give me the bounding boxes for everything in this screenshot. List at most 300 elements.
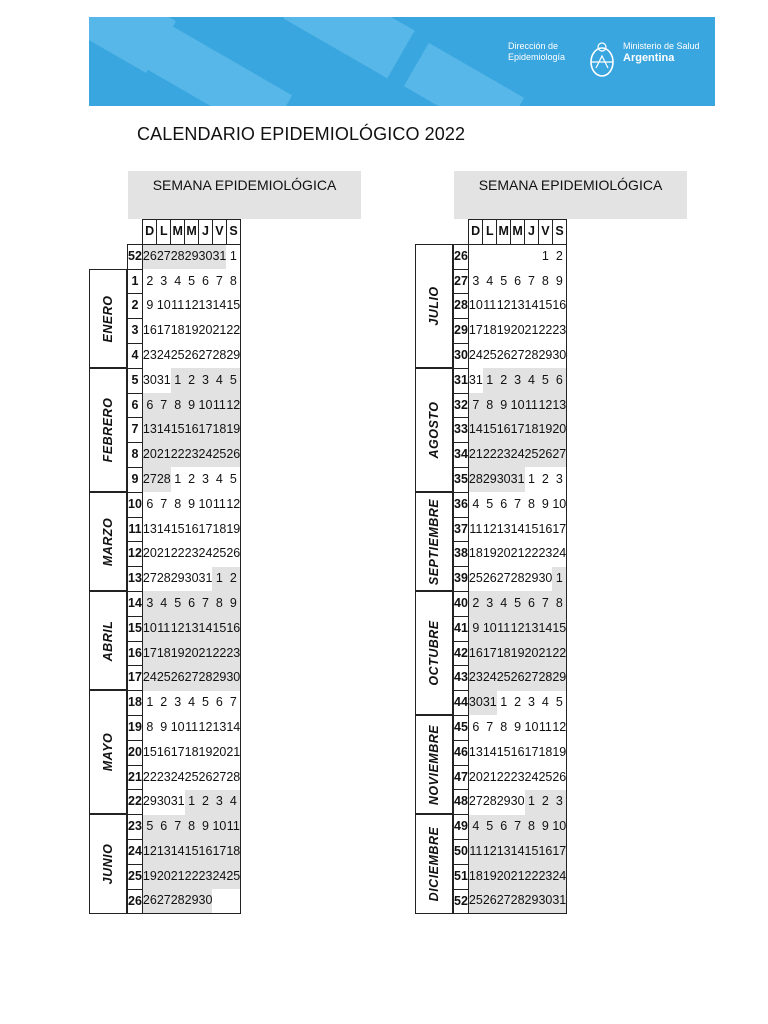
day-cell: 17 [511, 418, 525, 443]
week-number: 18 [128, 691, 143, 716]
day-cell: 31 [199, 567, 213, 592]
day-cell: 28 [157, 567, 171, 592]
day-cell: 30 [157, 790, 171, 815]
day-cell: 9 [199, 815, 213, 840]
week-row [128, 889, 241, 914]
day-cell: 15 [552, 616, 566, 641]
day-cell: 31 [483, 691, 497, 716]
month-label-diciembre [415, 814, 453, 914]
day-cell: 8 [552, 591, 566, 616]
header-banner [89, 17, 715, 106]
day-cell: 16 [538, 839, 552, 864]
month-label-marzo [89, 492, 127, 591]
day-cell: 28 [468, 467, 482, 492]
week-number: 30 [454, 343, 469, 368]
week-row [454, 517, 567, 542]
day-cell: 13 [199, 294, 213, 319]
day-cell: 26 [538, 443, 552, 468]
week-row [128, 691, 241, 716]
day-cell: 24 [511, 443, 525, 468]
day-cell: 30 [538, 889, 552, 914]
day-header: M [171, 220, 185, 245]
week-number: 12 [128, 542, 143, 567]
month-label-junio [89, 814, 127, 914]
day-cell: 18 [212, 418, 226, 443]
day-cell: 1 [525, 467, 539, 492]
week-row [454, 815, 567, 840]
day-cell: 10 [142, 616, 156, 641]
day-cell: 4 [157, 591, 171, 616]
day-cell: 21 [538, 641, 552, 666]
day-cell: 5 [226, 467, 240, 492]
day-cell: 9 [185, 393, 199, 418]
day-cell: 30 [511, 790, 525, 815]
day-cell: 19 [552, 740, 566, 765]
day-cell: 2 [552, 244, 566, 269]
day-cell: 4 [185, 691, 199, 716]
day-cell: 17 [483, 641, 497, 666]
day-cell: 12 [171, 616, 185, 641]
day-cell: 18 [226, 839, 240, 864]
week-row [128, 567, 241, 592]
day-header: M [185, 220, 199, 245]
day-cell: 10 [157, 294, 171, 319]
week-number: 47 [454, 765, 469, 790]
week-number: 45 [454, 715, 469, 740]
day-header: J [525, 220, 539, 245]
week-number: 15 [128, 616, 143, 641]
day-cell: 7 [483, 715, 497, 740]
day-cell: 13 [552, 393, 566, 418]
day-cell: 30 [226, 666, 240, 691]
day-cell: 29 [226, 343, 240, 368]
day-cell: 3 [511, 368, 525, 393]
day-cell: 17 [212, 839, 226, 864]
week-number: 26 [128, 889, 143, 914]
day-cell: 19 [511, 641, 525, 666]
day-cell: 25 [525, 443, 539, 468]
day-cell: 11 [468, 839, 482, 864]
week-number: 38 [454, 542, 469, 567]
week-row [128, 393, 241, 418]
day-cell: 25 [468, 567, 482, 592]
day-cell: 15 [212, 616, 226, 641]
day-cell: 29 [185, 244, 199, 269]
day-header: D [468, 220, 482, 245]
day-cell: 20 [142, 542, 156, 567]
day-cell: 1 [538, 244, 552, 269]
day-cell: 28 [171, 889, 185, 914]
argentina-seal-icon [587, 41, 617, 81]
day-cell: 23 [511, 765, 525, 790]
week-number: 9 [128, 467, 143, 492]
day-cell: 2 [185, 467, 199, 492]
day-cell: 24 [199, 443, 213, 468]
day-cell: 23 [538, 864, 552, 889]
week-row [454, 418, 567, 443]
day-cell: 11 [483, 294, 497, 319]
week-number: 17 [128, 666, 143, 691]
day-cell: 24 [199, 542, 213, 567]
day-cell: 6 [525, 591, 539, 616]
week-number: 32 [454, 393, 469, 418]
day-cell: 19 [199, 740, 213, 765]
day-cell: 5 [226, 368, 240, 393]
day-header: V [212, 220, 226, 245]
week-row [454, 715, 567, 740]
day-cell: 22 [483, 443, 497, 468]
day-cell: 30 [468, 691, 482, 716]
week-row [454, 244, 567, 269]
day-cell: 5 [511, 591, 525, 616]
brand-ministerio: Ministerio de Salud Argentina [623, 41, 700, 64]
week-row [454, 319, 567, 344]
day-cell: 22 [538, 319, 552, 344]
day-cell: 17 [552, 517, 566, 542]
week-row [128, 492, 241, 517]
day-cell: 20 [212, 740, 226, 765]
day-cell: 31 [171, 790, 185, 815]
day-cell: 1 [525, 790, 539, 815]
week-row [454, 889, 567, 914]
month-label-enero [89, 269, 127, 368]
day-cell: 7 [538, 591, 552, 616]
day-cell: 25 [497, 666, 511, 691]
day-cell: 28 [226, 765, 240, 790]
header-blank [454, 220, 469, 245]
week-number: 26 [454, 244, 469, 269]
month-label-abril [89, 591, 127, 690]
day-cell: 13 [525, 616, 539, 641]
day-cell: 3 [212, 790, 226, 815]
day-cell: 8 [185, 815, 199, 840]
day-cell: 9 [511, 715, 525, 740]
day-cell: 21 [483, 765, 497, 790]
day-cell: 10 [483, 616, 497, 641]
day-cell: 30 [142, 368, 156, 393]
day-cell: 27 [142, 467, 156, 492]
day-cell: 27 [497, 889, 511, 914]
week-row [128, 666, 241, 691]
day-cell: 3 [552, 790, 566, 815]
day-cell: 15 [497, 740, 511, 765]
day-cell: 2 [199, 790, 213, 815]
week-row [454, 790, 567, 815]
week-number: 14 [128, 591, 143, 616]
day-cell: 28 [525, 343, 539, 368]
day-cell: 14 [226, 715, 240, 740]
day-cell: 12 [185, 294, 199, 319]
day-cell: 29 [212, 666, 226, 691]
day-cell: 26 [483, 567, 497, 592]
day-cell: 20 [525, 641, 539, 666]
day-cell: 10 [199, 393, 213, 418]
day-cell: 15 [226, 294, 240, 319]
day-cell: 25 [212, 443, 226, 468]
day-cell: 4 [171, 269, 185, 294]
week-row [454, 443, 567, 468]
day-cell: 18 [497, 641, 511, 666]
day-cell: 15 [185, 839, 199, 864]
day-cell: 8 [142, 715, 156, 740]
week-number: 39 [454, 567, 469, 592]
day-cell: 9 [142, 294, 156, 319]
day-cell: 28 [212, 343, 226, 368]
week-number: 52 [128, 244, 143, 269]
day-cell: 26 [226, 443, 240, 468]
day-cell: 7 [212, 269, 226, 294]
day-cell: 7 [157, 393, 171, 418]
day-cell: 7 [199, 591, 213, 616]
day-cell: 25 [483, 343, 497, 368]
month-name: ABRIL [101, 620, 115, 661]
day-cell: 18 [468, 864, 482, 889]
day-cell: 8 [171, 492, 185, 517]
day-cell: 9 [538, 492, 552, 517]
day-cell: 21 [212, 319, 226, 344]
week-table [453, 219, 567, 914]
day-cell: 22 [552, 641, 566, 666]
day-cell: 11 [525, 393, 539, 418]
day-cell: 17 [552, 839, 566, 864]
day-cell: 16 [226, 616, 240, 641]
day-cell: 17 [199, 418, 213, 443]
week-row [454, 269, 567, 294]
day-header: S [226, 220, 240, 245]
day-cell: 7 [226, 691, 240, 716]
day-cell: 27 [525, 666, 539, 691]
day-cell: 6 [511, 269, 525, 294]
day-cell: 16 [142, 319, 156, 344]
week-number: 37 [454, 517, 469, 542]
day-cell: 5 [483, 815, 497, 840]
day-cell: 15 [483, 418, 497, 443]
week-number: 48 [454, 790, 469, 815]
day-cell: 11 [185, 715, 199, 740]
day-cell: 26 [185, 343, 199, 368]
day-cell: 26 [142, 889, 156, 914]
day-cell: 2 [226, 567, 240, 592]
day-cell: 24 [468, 343, 482, 368]
day-cell: 25 [538, 765, 552, 790]
day-cell: 13 [497, 517, 511, 542]
day-cell: 27 [142, 567, 156, 592]
day-header: D [142, 220, 156, 245]
day-cell: 25 [212, 542, 226, 567]
week-row [454, 641, 567, 666]
day-cell: 2 [538, 467, 552, 492]
day-cell: 3 [199, 467, 213, 492]
month-label-noviembre [415, 715, 453, 814]
day-cell: 25 [157, 666, 171, 691]
day-cell: 16 [185, 418, 199, 443]
day-cell: 27 [511, 343, 525, 368]
day-cell [511, 244, 525, 269]
day-cell: 4 [525, 368, 539, 393]
day-cell: 8 [525, 492, 539, 517]
day-cell: 20 [552, 418, 566, 443]
week-number: 21 [128, 765, 143, 790]
day-cell: 3 [157, 269, 171, 294]
day-cell: 20 [468, 765, 482, 790]
day-cell: 16 [468, 641, 482, 666]
week-row [128, 294, 241, 319]
day-cell: 14 [483, 740, 497, 765]
day-cell: 17 [525, 740, 539, 765]
day-cell [525, 244, 539, 269]
day-cell: 14 [157, 418, 171, 443]
day-cell: 2 [511, 691, 525, 716]
day-cell: 10 [468, 294, 482, 319]
day-cell: 12 [483, 839, 497, 864]
day-cell: 13 [212, 715, 226, 740]
day-cell: 8 [497, 715, 511, 740]
day-cell: 11 [226, 815, 240, 840]
week-number: 20 [128, 740, 143, 765]
week-number: 49 [454, 815, 469, 840]
week-row [128, 443, 241, 468]
day-cell: 24 [525, 765, 539, 790]
day-cell: 4 [212, 467, 226, 492]
month-label-mayo [89, 690, 127, 814]
day-cell: 8 [171, 393, 185, 418]
day-cell: 6 [199, 269, 213, 294]
day-cell: 25 [185, 765, 199, 790]
day-cell: 15 [142, 740, 156, 765]
day-cell: 26 [483, 889, 497, 914]
day-cell: 7 [511, 815, 525, 840]
day-cell: 22 [185, 864, 199, 889]
day-cell: 27 [157, 889, 171, 914]
day-cell: 19 [226, 517, 240, 542]
day-cell: 13 [142, 517, 156, 542]
day-cell: 2 [185, 368, 199, 393]
day-cell: 5 [185, 269, 199, 294]
day-cell: 12 [511, 616, 525, 641]
day-cell: 13 [468, 740, 482, 765]
day-cell: 5 [552, 691, 566, 716]
day-cell: 21 [525, 319, 539, 344]
day-cell: 15 [171, 517, 185, 542]
day-cell: 4 [468, 815, 482, 840]
day-cell: 30 [199, 244, 213, 269]
week-number: 50 [454, 839, 469, 864]
day-cell: 6 [157, 815, 171, 840]
day-cell: 17 [468, 319, 482, 344]
day-cell: 29 [525, 567, 539, 592]
day-cell: 15 [525, 517, 539, 542]
day-cell: 26 [226, 542, 240, 567]
week-number: 7 [128, 418, 143, 443]
week-row [454, 467, 567, 492]
week-row [454, 368, 567, 393]
day-cell: 8 [525, 815, 539, 840]
day-cell: 3 [483, 591, 497, 616]
day-cell: 30 [538, 567, 552, 592]
day-cell: 22 [525, 864, 539, 889]
week-number: 27 [454, 269, 469, 294]
day-cell: 28 [511, 567, 525, 592]
day-cell: 8 [212, 591, 226, 616]
day-cell: 16 [157, 740, 171, 765]
day-cell: 15 [171, 418, 185, 443]
day-cell: 19 [171, 641, 185, 666]
month-name: MARZO [101, 517, 115, 566]
day-cell: 4 [468, 492, 482, 517]
week-number: 28 [454, 294, 469, 319]
brand-epidemiologia: Dirección de Epidemiología [508, 41, 566, 62]
week-row [128, 864, 241, 889]
day-cell: 24 [552, 542, 566, 567]
day-cell: 13 [497, 839, 511, 864]
week-number: 2 [128, 294, 143, 319]
day-cell: 4 [226, 790, 240, 815]
day-cell: 14 [157, 517, 171, 542]
week-row [454, 740, 567, 765]
day-cell: 10 [212, 815, 226, 840]
week-row [454, 591, 567, 616]
day-cell [226, 889, 240, 914]
day-cell: 11 [171, 294, 185, 319]
day-cell: 10 [199, 492, 213, 517]
day-cell: 10 [171, 715, 185, 740]
day-cell: 29 [538, 343, 552, 368]
day-cell: 27 [497, 567, 511, 592]
day-cell: 6 [142, 393, 156, 418]
day-cell: 4 [538, 691, 552, 716]
week-number: 13 [128, 567, 143, 592]
day-cell: 22 [171, 443, 185, 468]
week-number: 34 [454, 443, 469, 468]
day-cell: 6 [497, 492, 511, 517]
month-label-octubre [415, 591, 453, 715]
day-cell: 14 [468, 418, 482, 443]
day-cell: 4 [483, 269, 497, 294]
day-cell: 12 [483, 517, 497, 542]
day-cell: 16 [497, 418, 511, 443]
month-name: NOVIEMBRE [427, 724, 441, 805]
week-number: 3 [128, 319, 143, 344]
day-cell: 23 [185, 443, 199, 468]
page-title: CALENDARIO EPIDEMIOLÓGICO 2022 [137, 124, 466, 144]
day-cell: 9 [538, 815, 552, 840]
week-row [128, 542, 241, 567]
month-name: FEBRERO [101, 397, 115, 463]
header-blank [128, 220, 143, 245]
day-cell: 2 [497, 368, 511, 393]
day-header: J [199, 220, 213, 245]
day-cell: 12 [552, 715, 566, 740]
day-cell: 8 [226, 269, 240, 294]
day-header: L [157, 220, 171, 245]
day-cell: 23 [538, 542, 552, 567]
day-cell: 5 [171, 591, 185, 616]
week-row [454, 393, 567, 418]
week-row [454, 666, 567, 691]
day-cell: 3 [199, 368, 213, 393]
day-cell: 4 [497, 591, 511, 616]
day-cell: 27 [185, 666, 199, 691]
day-cell: 21 [226, 740, 240, 765]
day-cell: 14 [511, 517, 525, 542]
day-cell: 23 [497, 443, 511, 468]
week-row [128, 517, 241, 542]
week-row [454, 616, 567, 641]
week-number: 4 [128, 343, 143, 368]
day-cell: 9 [157, 715, 171, 740]
day-cell: 5 [538, 368, 552, 393]
day-cell: 26 [511, 666, 525, 691]
